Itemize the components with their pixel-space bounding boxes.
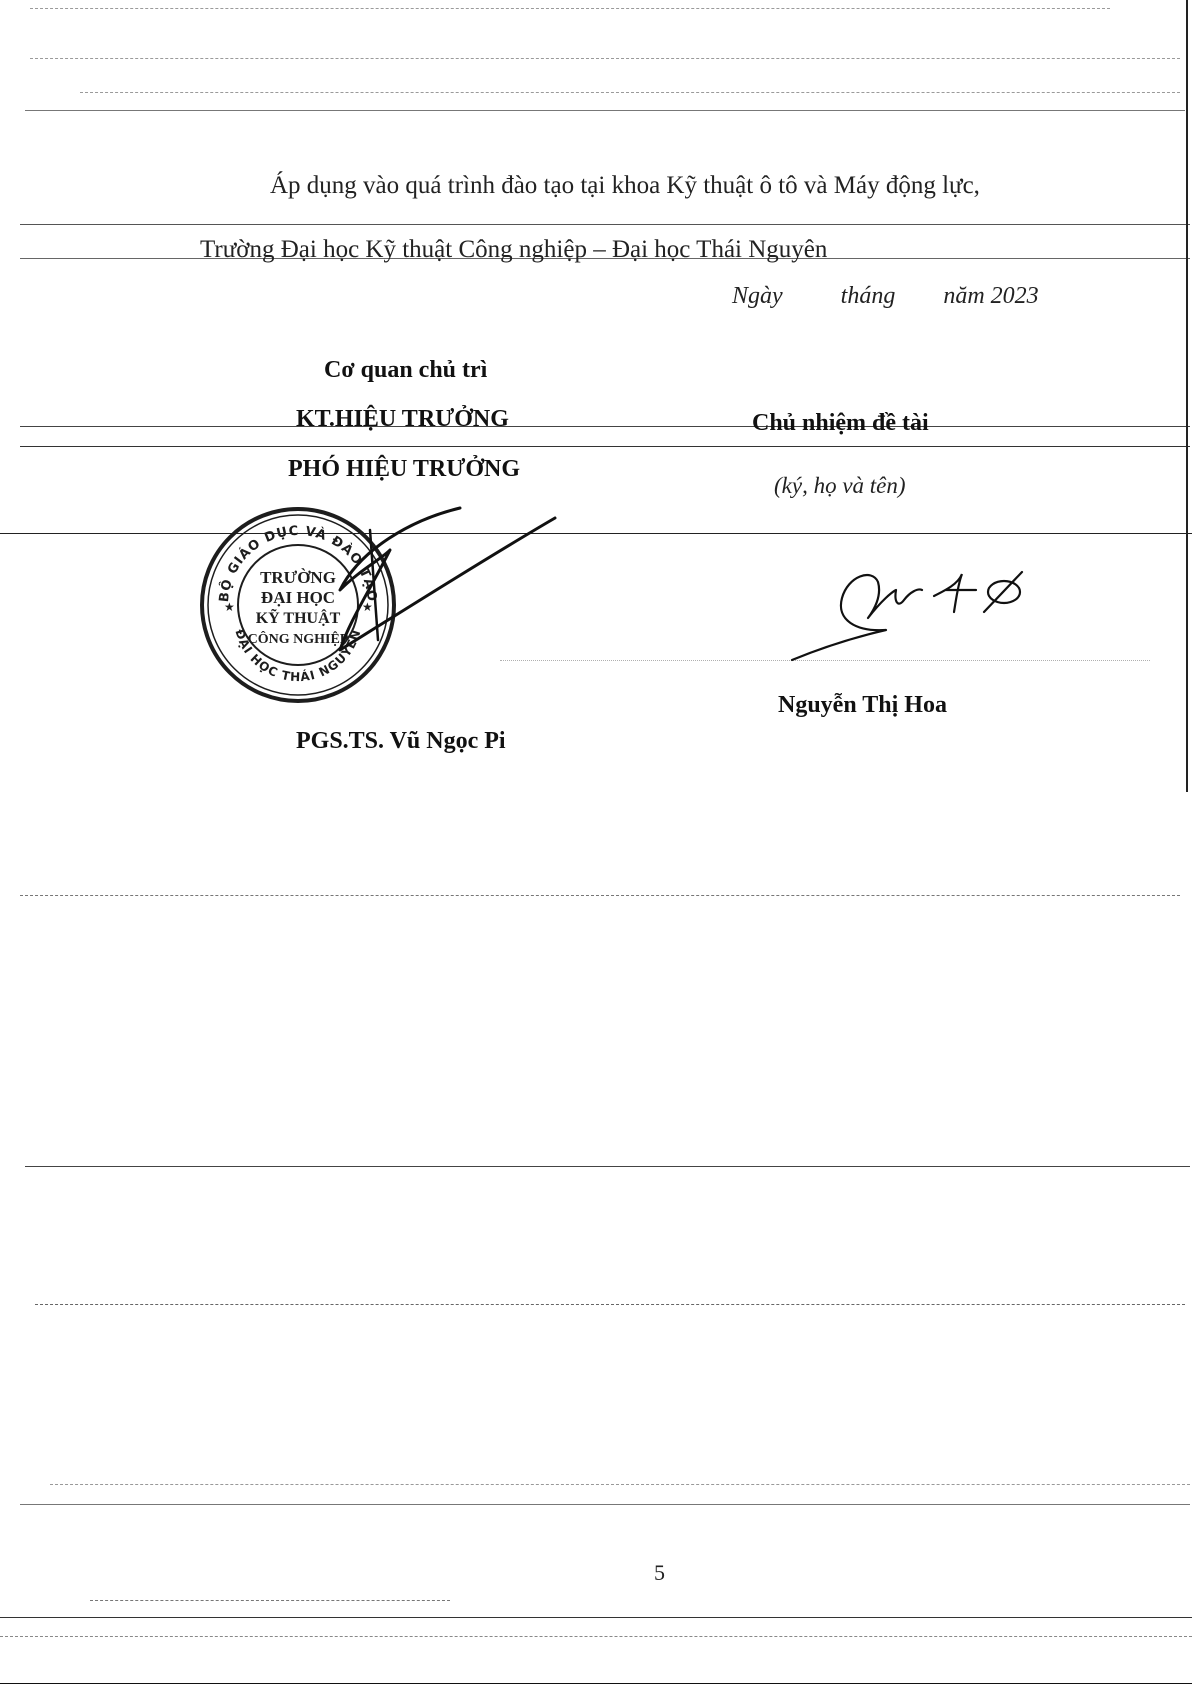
scan-line xyxy=(0,1617,1192,1618)
sign-hint: (ký, họ và tên) xyxy=(774,473,906,498)
body-line-1: Áp dụng vào quá trình đào tạo tại khoa Kỹ thuật ô tô và Máy động lực, xyxy=(270,172,980,199)
scan-line xyxy=(20,426,1190,427)
svg-text:CÔNG NGHIỆP: CÔNG NGHIỆP xyxy=(247,632,349,647)
scan-line xyxy=(30,8,1110,9)
scan-line xyxy=(20,1504,1190,1505)
body-line-2: Trường Đại học Kỹ thuật Công nghiệp – Đại học Thái Nguyên xyxy=(200,236,828,263)
scan-line xyxy=(20,446,1190,447)
date-line xyxy=(732,283,1039,310)
scan-line xyxy=(25,110,1185,111)
scan-edge xyxy=(1186,0,1188,792)
scan-line xyxy=(50,1484,1190,1485)
scan-line xyxy=(0,1636,1192,1637)
scan-line xyxy=(20,224,1190,225)
vice-principal-title: PHÓ HIỆU TRƯỞNG xyxy=(288,456,521,482)
svg-text:★: ★ xyxy=(362,600,373,614)
page-number: 5 xyxy=(654,1560,665,1585)
scan-line xyxy=(20,895,1180,896)
scan-line xyxy=(80,92,1180,93)
date-year: năm 2023 xyxy=(943,283,1039,309)
svg-text:ĐẠI HỌC: ĐẠI HỌC xyxy=(260,588,336,607)
svg-text:★: ★ xyxy=(224,600,235,614)
project-lead-label: Chủ nhiệm đề tài xyxy=(752,410,929,436)
agency-label: Cơ quan chủ trì xyxy=(324,357,488,383)
scan-line xyxy=(30,58,1180,59)
principal-name: PGS.TS. Vũ Ngọc Pi xyxy=(296,728,506,754)
date-day: Ngày xyxy=(732,283,783,309)
svg-text:ĐẠI HỌC THÁI NGUYÊN: ĐẠI HỌC THÁI NGUYÊN xyxy=(232,627,364,685)
scan-line xyxy=(0,1683,1192,1684)
scan-line xyxy=(90,1600,450,1601)
date-month: tháng xyxy=(840,283,896,309)
svg-text:BỘ GIÁO DỤC VÀ ĐÀO TẠO: BỘ GIÁO DỤC VÀ ĐÀO TẠO xyxy=(216,523,380,603)
scan-line xyxy=(25,1166,1190,1167)
scan-line xyxy=(35,1304,1185,1305)
project-lead-signature xyxy=(786,560,1036,670)
principal-signature xyxy=(300,500,570,660)
scan-line xyxy=(0,533,1192,534)
project-lead-name: Nguyễn Thị Hoa xyxy=(778,692,947,718)
svg-text:KỸ THUẬT: KỸ THUẬT xyxy=(255,610,341,627)
principal-title: KT.HIỆU TRƯỞNG xyxy=(296,406,509,432)
svg-text:TRƯỜNG: TRƯỜNG xyxy=(260,568,336,587)
